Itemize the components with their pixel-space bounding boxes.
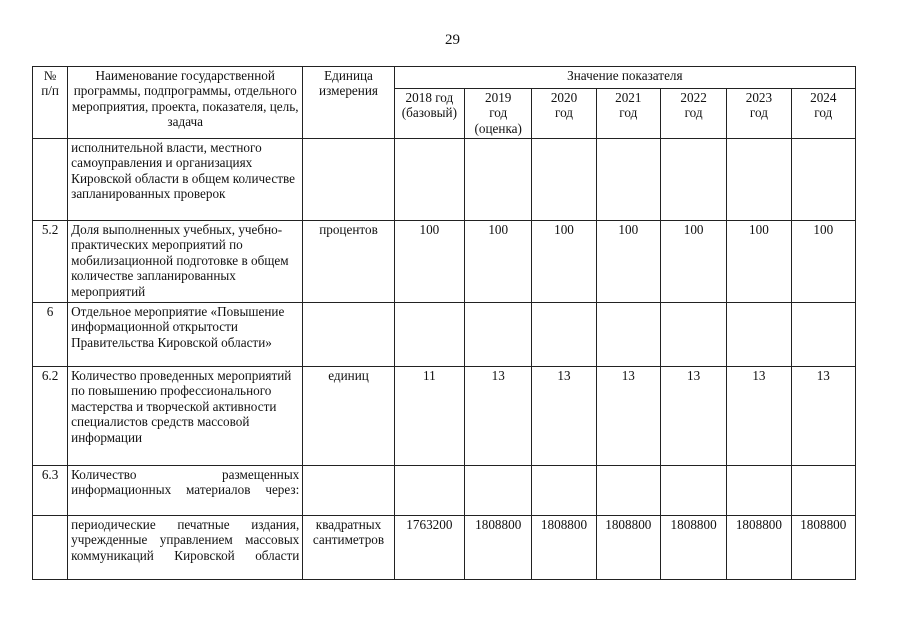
row-value xyxy=(532,303,596,367)
header-year-2021: 2021 год xyxy=(596,89,660,139)
row-value xyxy=(532,139,596,221)
row-num: 5.2 xyxy=(33,221,68,303)
row-value: 100 xyxy=(394,221,464,303)
row-num: 6.2 xyxy=(33,367,68,466)
table-row xyxy=(33,221,856,303)
row-name: Количество размещенных информационных материалов через: xyxy=(68,466,303,516)
row-value xyxy=(394,466,464,516)
row-value xyxy=(596,466,660,516)
row-num: 6.3 xyxy=(33,466,68,516)
header-year-2022: 2022 год xyxy=(660,89,726,139)
row-value: 1808800 xyxy=(465,516,532,580)
header-year-2019: 2019 год (оценка) xyxy=(465,89,532,139)
row-value: 13 xyxy=(791,367,855,466)
table-row xyxy=(33,466,856,516)
row-num: 6 xyxy=(33,303,68,367)
row-value: 1808800 xyxy=(596,516,660,580)
row-value: 1808800 xyxy=(791,516,855,580)
row-name: Отдельное мероприятие «Повышение информационной открытости Правительства Кировской области» xyxy=(68,303,303,367)
row-name: периодические печатные издания, учрежденные управлением массовых коммуникаций Кировской области xyxy=(68,516,303,580)
row-value xyxy=(791,303,855,367)
row-value: 1808800 xyxy=(660,516,726,580)
row-value: 100 xyxy=(532,221,596,303)
header-name: Наименование государственной программы, подпрограммы, отдельного мероприятия, проекта, показателя, цель, задача xyxy=(68,67,303,139)
row-unit xyxy=(303,466,394,516)
header-year-2024: 2024 год xyxy=(791,89,855,139)
header-year-2020: 2020 год xyxy=(532,89,596,139)
row-num xyxy=(33,516,68,580)
row-value xyxy=(394,303,464,367)
header-year-2018: 2018 год (базовый) xyxy=(394,89,464,139)
row-unit: единиц xyxy=(303,367,394,466)
header-year-2023: 2023 год xyxy=(727,89,791,139)
row-name: Доля выполненных учебных, учебно-практических мероприятий по мобилизационной подготовке в общем количестве запланированных мероприятий xyxy=(68,221,303,303)
row-num xyxy=(33,139,68,221)
table-row xyxy=(33,303,856,367)
row-value: 1808800 xyxy=(532,516,596,580)
header-unit: Единица измерения xyxy=(303,67,394,139)
row-name: Количество проведенных мероприятий по повышению профессионального мастерства и творческой активности специалистов средств массовой информации xyxy=(68,367,303,466)
indicators-table xyxy=(32,66,856,580)
row-value xyxy=(596,139,660,221)
row-value: 13 xyxy=(465,367,532,466)
row-name: исполнительной власти, местного самоуправления и организациях Кировской области в общем количестве запланированных проверок xyxy=(68,139,303,221)
row-value xyxy=(465,139,532,221)
row-value xyxy=(791,466,855,516)
row-value xyxy=(394,139,464,221)
row-value xyxy=(791,139,855,221)
row-value xyxy=(660,139,726,221)
row-value: 100 xyxy=(727,221,791,303)
row-value: 13 xyxy=(596,367,660,466)
header-value-group: Значение показателя xyxy=(394,67,855,89)
row-unit: квадратных сантиметров xyxy=(303,516,394,580)
row-value xyxy=(465,466,532,516)
row-value: 1808800 xyxy=(727,516,791,580)
row-value xyxy=(727,303,791,367)
row-value: 100 xyxy=(465,221,532,303)
row-value xyxy=(727,466,791,516)
row-unit xyxy=(303,139,394,221)
row-unit xyxy=(303,303,394,367)
table-row xyxy=(33,139,856,221)
row-value: 13 xyxy=(727,367,791,466)
row-value xyxy=(727,139,791,221)
row-value: 100 xyxy=(596,221,660,303)
row-value: 13 xyxy=(532,367,596,466)
row-value: 100 xyxy=(791,221,855,303)
table-row xyxy=(33,516,856,580)
row-value xyxy=(660,303,726,367)
row-value: 100 xyxy=(660,221,726,303)
row-value: 1763200 xyxy=(394,516,464,580)
header-row xyxy=(33,67,856,89)
table-row xyxy=(33,367,856,466)
row-unit: процентов xyxy=(303,221,394,303)
header-num: № п/п xyxy=(33,67,68,139)
row-value: 13 xyxy=(660,367,726,466)
row-value xyxy=(532,466,596,516)
row-value xyxy=(465,303,532,367)
row-value: 11 xyxy=(394,367,464,466)
row-value xyxy=(660,466,726,516)
row-value xyxy=(596,303,660,367)
page-number: 29 xyxy=(445,32,460,48)
